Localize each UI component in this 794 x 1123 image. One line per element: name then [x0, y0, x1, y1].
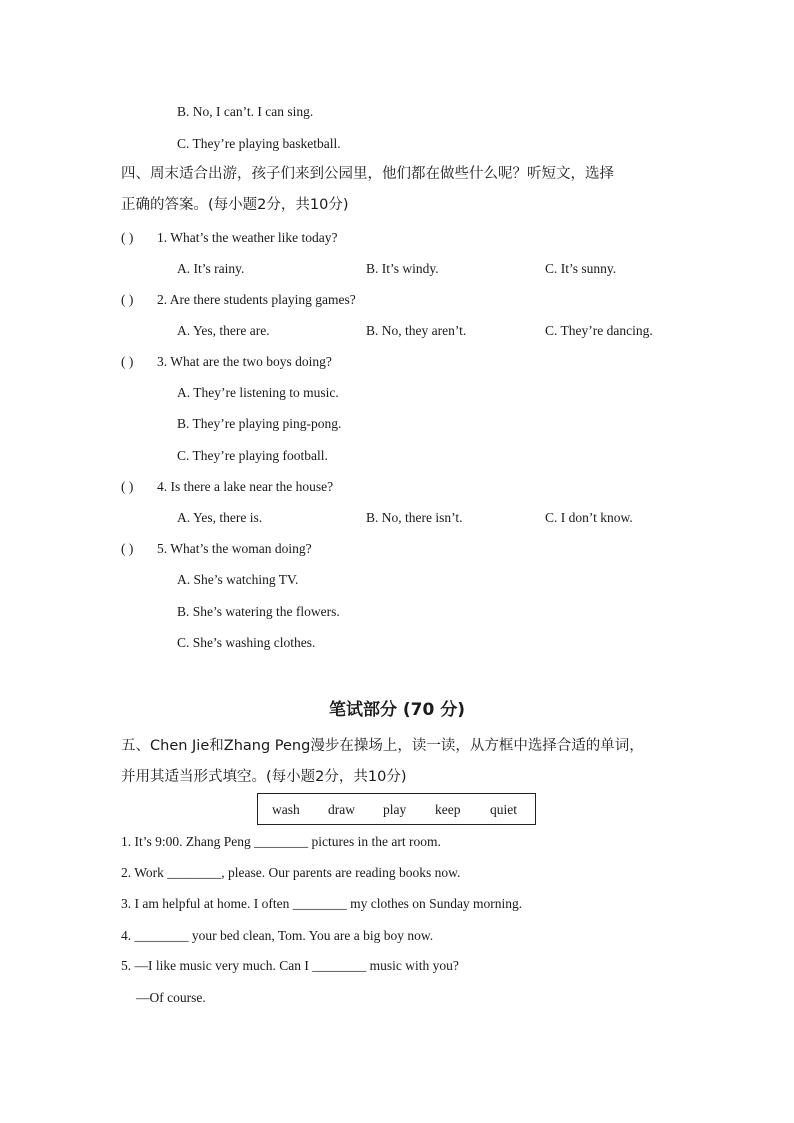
question-stem: 4. Is there a lake near the house?: [157, 479, 334, 494]
option-b: B. No, there isn’t.: [366, 510, 463, 525]
answer-blank[interactable]: ( ): [121, 479, 134, 494]
option-c: C. They’re playing football.: [177, 448, 328, 463]
fill-item-reply: —Of course.: [136, 990, 206, 1005]
answer-blank[interactable]: ( ): [121, 541, 134, 556]
word-box: [257, 793, 536, 825]
option-a: A. She’s watching TV.: [177, 572, 299, 587]
answer-blank[interactable]: ( ): [121, 230, 134, 245]
word-option: wash: [272, 802, 300, 817]
prev-option-c: C. They’re playing basketball.: [177, 136, 341, 151]
option-c: C. I don’t know.: [545, 510, 633, 525]
answer-blank[interactable]: ( ): [121, 292, 134, 307]
section5-instruction-line1: 五、Chen Jie和Zhang Peng漫步在操场上，读一读，从方框中选择合适的单词，: [121, 738, 644, 754]
option-a: A. It’s rainy.: [177, 261, 245, 276]
question-stem: 3. What are the two boys doing?: [157, 354, 332, 369]
option-c: C. She’s washing clothes.: [177, 635, 316, 650]
question-stem: 2. Are there students playing games?: [157, 292, 356, 307]
written-part-title: 笔试部分 (70 分): [328, 700, 466, 720]
section4-instruction-line1: 四、周末适合出游，孩子们来到公园里，他们都在做些什么呢？听短文，选择: [121, 166, 614, 182]
question-stem: 5. What’s the woman doing?: [157, 541, 312, 556]
fill-item: 5. —I like music very much. Can I ________ music with you?: [121, 958, 459, 973]
word-option: keep: [435, 802, 461, 817]
option-a: A. Yes, there are.: [177, 323, 270, 338]
option-a: A. Yes, there is.: [177, 510, 263, 525]
option-c: C. It’s sunny.: [545, 261, 617, 276]
option-b: B. They’re playing ping-pong.: [177, 416, 342, 431]
fill-item: 1. It’s 9:00. Zhang Peng ________ pictures in the art room.: [121, 834, 441, 849]
prev-option-b: B. No, I can’t. I can sing.: [177, 104, 314, 119]
fill-item: 4. ________ your bed clean, Tom. You are a big boy now.: [121, 928, 434, 943]
option-b: B. It’s windy.: [366, 261, 439, 276]
answer-blank[interactable]: ( ): [121, 354, 134, 369]
option-b: B. She’s watering the flowers.: [177, 604, 340, 619]
word-option: play: [383, 802, 407, 817]
word-option: quiet: [490, 802, 517, 817]
option-a: A. They’re listening to music.: [177, 385, 339, 400]
fill-item: 2. Work ________, please. Our parents are reading books now.: [121, 865, 461, 880]
word-option: draw: [328, 802, 355, 817]
section5-instruction-line2: 并用其适当形式填空。(每小题2分，共10分): [121, 769, 407, 785]
section4-instruction-line2: 正确的答案。(每小题2分，共10分): [121, 197, 349, 213]
option-b: B. No, they aren’t.: [366, 323, 467, 338]
question-stem: 1. What’s the weather like today?: [157, 230, 338, 245]
option-c: C. They’re dancing.: [545, 323, 653, 338]
fill-item: 3. I am helpful at home. I often ________ my clothes on Sunday morning.: [121, 896, 523, 911]
